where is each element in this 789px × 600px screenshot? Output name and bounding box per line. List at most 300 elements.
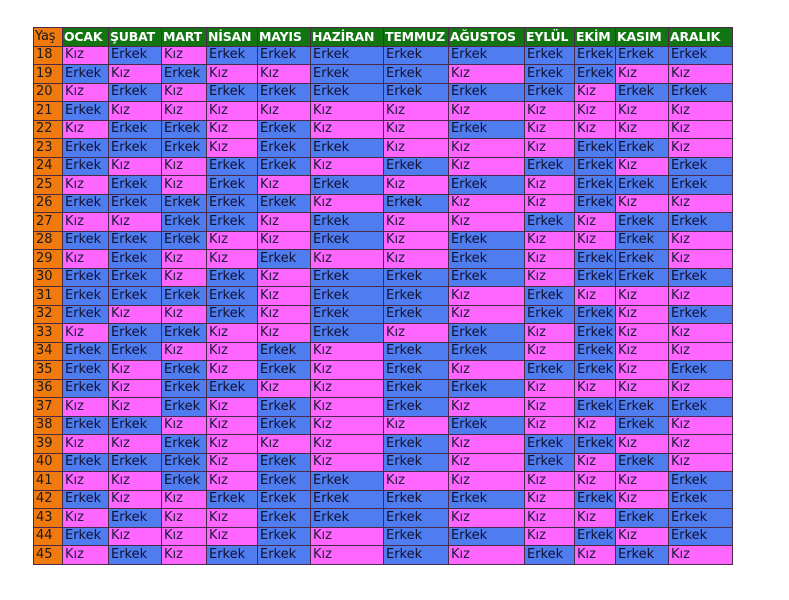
gender-cell: Erkek bbox=[109, 120, 162, 139]
gender-cell: Erkek bbox=[311, 139, 384, 158]
gender-cell: Kız bbox=[162, 546, 207, 565]
gender-cell: Erkek bbox=[311, 509, 384, 528]
gender-cell: Erkek bbox=[207, 268, 258, 287]
gender-cell: Kız bbox=[669, 194, 733, 213]
age-column-header: Yaş bbox=[34, 28, 63, 47]
month-header: MAYIS bbox=[258, 28, 311, 47]
gender-cell: Kız bbox=[449, 139, 525, 158]
gender-cell: Erkek bbox=[575, 176, 616, 195]
gender-cell: Erkek bbox=[384, 268, 449, 287]
table-row bbox=[34, 324, 733, 343]
gender-cell: Kız bbox=[109, 435, 162, 454]
gender-cell: Erkek bbox=[162, 453, 207, 472]
gender-cell: Kız bbox=[616, 324, 669, 343]
gender-cell: Kız bbox=[109, 527, 162, 546]
age-cell: 33 bbox=[34, 324, 63, 343]
gender-cell: Erkek bbox=[207, 194, 258, 213]
month-header: KASIM bbox=[616, 28, 669, 47]
table-row bbox=[34, 157, 733, 176]
gender-cell: Erkek bbox=[384, 490, 449, 509]
gender-cell: Erkek bbox=[669, 213, 733, 232]
gender-cell: Erkek bbox=[384, 509, 449, 528]
gender-cell: Erkek bbox=[207, 379, 258, 398]
gender-cell: Kız bbox=[616, 342, 669, 361]
gender-cell: Kız bbox=[669, 416, 733, 435]
gender-cell: Kız bbox=[207, 231, 258, 250]
gender-cell: Erkek bbox=[109, 287, 162, 306]
gender-cell: Kız bbox=[207, 435, 258, 454]
gender-cell: Erkek bbox=[109, 194, 162, 213]
gender-cell: Erkek bbox=[258, 139, 311, 158]
gender-cell: Erkek bbox=[525, 157, 575, 176]
age-cell: 25 bbox=[34, 176, 63, 195]
gender-cell: Erkek bbox=[449, 46, 525, 65]
gender-cell: Erkek bbox=[575, 527, 616, 546]
gender-cell: Erkek bbox=[616, 546, 669, 565]
gender-cell: Kız bbox=[669, 102, 733, 121]
table-row bbox=[34, 546, 733, 565]
gender-cell: Kız bbox=[258, 213, 311, 232]
gender-cell: Kız bbox=[311, 546, 384, 565]
gender-cell: Kız bbox=[575, 509, 616, 528]
gender-cell: Erkek bbox=[63, 139, 109, 158]
gender-cell: Erkek bbox=[311, 287, 384, 306]
month-header: ŞUBAT bbox=[109, 28, 162, 47]
gender-cell: Erkek bbox=[258, 527, 311, 546]
gender-cell: Kız bbox=[525, 268, 575, 287]
gender-cell: Kız bbox=[311, 453, 384, 472]
gender-cell: Erkek bbox=[162, 194, 207, 213]
age-cell: 43 bbox=[34, 509, 63, 528]
table-row bbox=[34, 194, 733, 213]
gender-cell: Kız bbox=[449, 194, 525, 213]
gender-cell: Erkek bbox=[207, 83, 258, 102]
gender-cell: Erkek bbox=[63, 342, 109, 361]
gender-cell: Erkek bbox=[109, 453, 162, 472]
gender-cell: Erkek bbox=[311, 324, 384, 343]
month-header: MART bbox=[162, 28, 207, 47]
table-row bbox=[34, 490, 733, 509]
gender-cell: Kız bbox=[258, 231, 311, 250]
gender-cell: Kız bbox=[311, 379, 384, 398]
table-row bbox=[34, 120, 733, 139]
gender-cell: Kız bbox=[669, 139, 733, 158]
gender-cell: Erkek bbox=[669, 46, 733, 65]
gender-cell: Erkek bbox=[384, 527, 449, 546]
table-row bbox=[34, 102, 733, 121]
gender-cell: Erkek bbox=[575, 139, 616, 158]
age-cell: 32 bbox=[34, 305, 63, 324]
gender-cell: Erkek bbox=[525, 361, 575, 380]
gender-cell: Erkek bbox=[63, 102, 109, 121]
gender-prediction-table bbox=[33, 27, 733, 565]
gender-cell: Kız bbox=[616, 361, 669, 380]
gender-cell: Erkek bbox=[449, 379, 525, 398]
gender-cell: Kız bbox=[384, 176, 449, 195]
gender-cell: Erkek bbox=[162, 213, 207, 232]
gender-cell: Kız bbox=[63, 213, 109, 232]
gender-cell: Erkek bbox=[669, 157, 733, 176]
gender-cell: Kız bbox=[669, 287, 733, 306]
gender-cell: Erkek bbox=[384, 361, 449, 380]
gender-cell: Kız bbox=[525, 139, 575, 158]
gender-cell: Kız bbox=[616, 102, 669, 121]
gender-cell: Kız bbox=[616, 379, 669, 398]
gender-cell: Erkek bbox=[311, 305, 384, 324]
gender-cell: Kız bbox=[207, 120, 258, 139]
gender-cell: Erkek bbox=[162, 361, 207, 380]
gender-cell: Kız bbox=[525, 509, 575, 528]
gender-cell: Erkek bbox=[63, 231, 109, 250]
gender-cell: Kız bbox=[525, 194, 575, 213]
gender-cell: Erkek bbox=[669, 527, 733, 546]
gender-cell: Erkek bbox=[63, 490, 109, 509]
gender-cell: Erkek bbox=[575, 435, 616, 454]
gender-cell: Erkek bbox=[258, 398, 311, 417]
gender-cell: Erkek bbox=[669, 361, 733, 380]
gender-cell: Kız bbox=[616, 305, 669, 324]
gender-cell: Erkek bbox=[616, 509, 669, 528]
gender-cell: Erkek bbox=[162, 324, 207, 343]
gender-cell: Kız bbox=[162, 268, 207, 287]
gender-cell: Kız bbox=[311, 435, 384, 454]
gender-cell: Erkek bbox=[575, 398, 616, 417]
gender-cell: Erkek bbox=[162, 65, 207, 84]
age-cell: 44 bbox=[34, 527, 63, 546]
gender-cell: Erkek bbox=[575, 268, 616, 287]
gender-cell: Kız bbox=[616, 490, 669, 509]
gender-cell: Erkek bbox=[109, 342, 162, 361]
table-row bbox=[34, 268, 733, 287]
age-cell: 31 bbox=[34, 287, 63, 306]
gender-cell: Erkek bbox=[616, 250, 669, 269]
gender-cell: Erkek bbox=[449, 342, 525, 361]
gender-cell: Kız bbox=[207, 139, 258, 158]
gender-cell: Erkek bbox=[207, 157, 258, 176]
gender-cell: Erkek bbox=[63, 361, 109, 380]
gender-cell: Kız bbox=[525, 527, 575, 546]
gender-cell: Erkek bbox=[384, 46, 449, 65]
gender-cell: Erkek bbox=[575, 490, 616, 509]
gender-cell: Kız bbox=[449, 453, 525, 472]
month-header: OCAK bbox=[63, 28, 109, 47]
gender-cell: Erkek bbox=[616, 83, 669, 102]
gender-cell: Kız bbox=[311, 250, 384, 269]
gender-cell: Erkek bbox=[449, 527, 525, 546]
gender-cell: Kız bbox=[449, 157, 525, 176]
gender-cell: Erkek bbox=[63, 416, 109, 435]
gender-cell: Erkek bbox=[311, 46, 384, 65]
gender-cell: Kız bbox=[616, 287, 669, 306]
gender-cell: Kız bbox=[669, 453, 733, 472]
table-row bbox=[34, 213, 733, 232]
gender-cell: Kız bbox=[575, 287, 616, 306]
gender-cell: Kız bbox=[449, 472, 525, 491]
gender-cell: Kız bbox=[449, 361, 525, 380]
gender-cell: Erkek bbox=[162, 379, 207, 398]
gender-cell: Erkek bbox=[258, 490, 311, 509]
gender-cell: Erkek bbox=[616, 453, 669, 472]
gender-cell: Erkek bbox=[616, 176, 669, 195]
gender-cell: Erkek bbox=[63, 287, 109, 306]
gender-cell: Kız bbox=[384, 416, 449, 435]
gender-cell: Erkek bbox=[207, 176, 258, 195]
gender-cell: Kız bbox=[525, 176, 575, 195]
table-row bbox=[34, 472, 733, 491]
gender-cell: Erkek bbox=[109, 509, 162, 528]
month-header: ARALIK bbox=[669, 28, 733, 47]
table-row bbox=[34, 379, 733, 398]
gender-cell: Erkek bbox=[63, 527, 109, 546]
gender-cell: Kız bbox=[616, 157, 669, 176]
table-row bbox=[34, 453, 733, 472]
gender-cell: Erkek bbox=[63, 268, 109, 287]
gender-cell: Kız bbox=[63, 250, 109, 269]
gender-cell: Kız bbox=[311, 194, 384, 213]
gender-cell: Kız bbox=[384, 472, 449, 491]
gender-cell: Erkek bbox=[258, 472, 311, 491]
gender-cell: Erkek bbox=[669, 268, 733, 287]
gender-cell: Kız bbox=[109, 490, 162, 509]
gender-cell: Erkek bbox=[311, 65, 384, 84]
gender-cell: Kız bbox=[384, 213, 449, 232]
month-header: TEMMUZ bbox=[384, 28, 449, 47]
gender-cell: Kız bbox=[384, 324, 449, 343]
gender-cell: Kız bbox=[616, 120, 669, 139]
table-row bbox=[34, 231, 733, 250]
gender-cell: Erkek bbox=[207, 213, 258, 232]
age-cell: 30 bbox=[34, 268, 63, 287]
table-row bbox=[34, 305, 733, 324]
gender-cell: Kız bbox=[63, 120, 109, 139]
gender-cell: Kız bbox=[669, 435, 733, 454]
gender-cell: Kız bbox=[258, 435, 311, 454]
gender-cell: Kız bbox=[258, 287, 311, 306]
gender-cell: Kız bbox=[207, 250, 258, 269]
gender-cell: Erkek bbox=[63, 157, 109, 176]
age-cell: 45 bbox=[34, 546, 63, 565]
table-row bbox=[34, 65, 733, 84]
table-row bbox=[34, 287, 733, 306]
gender-cell: Kız bbox=[616, 194, 669, 213]
gender-cell: Erkek bbox=[616, 213, 669, 232]
month-header: EYLÜL bbox=[525, 28, 575, 47]
table-row bbox=[34, 435, 733, 454]
age-cell: 42 bbox=[34, 490, 63, 509]
month-header: HAZİRAN bbox=[311, 28, 384, 47]
gender-cell: Kız bbox=[669, 342, 733, 361]
age-cell: 37 bbox=[34, 398, 63, 417]
gender-cell: Erkek bbox=[384, 287, 449, 306]
gender-cell: Kız bbox=[109, 157, 162, 176]
gender-cell: Erkek bbox=[258, 250, 311, 269]
gender-cell: Erkek bbox=[616, 231, 669, 250]
gender-cell: Erkek bbox=[109, 250, 162, 269]
gender-cell: Erkek bbox=[109, 324, 162, 343]
gender-cell: Kız bbox=[162, 490, 207, 509]
table-row bbox=[34, 139, 733, 158]
gender-cell: Kız bbox=[162, 83, 207, 102]
gender-cell: Kız bbox=[449, 305, 525, 324]
gender-cell: Erkek bbox=[449, 416, 525, 435]
gender-cell: Erkek bbox=[525, 46, 575, 65]
table-row bbox=[34, 83, 733, 102]
gender-cell: Kız bbox=[449, 65, 525, 84]
gender-cell: Erkek bbox=[669, 509, 733, 528]
gender-cell: Erkek bbox=[669, 398, 733, 417]
age-cell: 21 bbox=[34, 102, 63, 121]
gender-cell: Erkek bbox=[258, 157, 311, 176]
gender-cell: Kız bbox=[525, 472, 575, 491]
gender-cell: Erkek bbox=[575, 194, 616, 213]
gender-cell: Erkek bbox=[162, 139, 207, 158]
gender-cell: Kız bbox=[109, 472, 162, 491]
gender-cell: Kız bbox=[63, 509, 109, 528]
gender-cell: Kız bbox=[449, 546, 525, 565]
gender-cell: Erkek bbox=[311, 213, 384, 232]
table-row bbox=[34, 46, 733, 65]
gender-cell: Erkek bbox=[449, 83, 525, 102]
age-cell: 36 bbox=[34, 379, 63, 398]
gender-cell: Erkek bbox=[616, 46, 669, 65]
gender-cell: Kız bbox=[109, 305, 162, 324]
gender-cell: Kız bbox=[669, 324, 733, 343]
gender-cell: Kız bbox=[162, 46, 207, 65]
month-header: NİSAN bbox=[207, 28, 258, 47]
age-cell: 20 bbox=[34, 83, 63, 102]
gender-cell: Kız bbox=[207, 324, 258, 343]
age-cell: 26 bbox=[34, 194, 63, 213]
gender-cell: Kız bbox=[449, 287, 525, 306]
gender-cell: Erkek bbox=[162, 435, 207, 454]
gender-cell: Erkek bbox=[258, 509, 311, 528]
gender-cell: Erkek bbox=[311, 268, 384, 287]
gender-cell: Kız bbox=[525, 120, 575, 139]
gender-cell: Kız bbox=[449, 213, 525, 232]
gender-cell: Erkek bbox=[384, 157, 449, 176]
gender-cell: Erkek bbox=[525, 213, 575, 232]
age-cell: 18 bbox=[34, 46, 63, 65]
gender-cell: Kız bbox=[669, 120, 733, 139]
gender-cell: Kız bbox=[162, 176, 207, 195]
gender-cell: Erkek bbox=[384, 65, 449, 84]
gender-cell: Erkek bbox=[162, 120, 207, 139]
gender-cell: Erkek bbox=[258, 546, 311, 565]
gender-cell: Kız bbox=[162, 305, 207, 324]
gender-cell: Kız bbox=[525, 416, 575, 435]
gender-cell: Kız bbox=[311, 416, 384, 435]
gender-cell: Kız bbox=[575, 453, 616, 472]
gender-cell: Kız bbox=[311, 361, 384, 380]
table-row bbox=[34, 416, 733, 435]
gender-cell: Erkek bbox=[575, 250, 616, 269]
gender-cell: Erkek bbox=[162, 231, 207, 250]
gender-cell: Erkek bbox=[109, 139, 162, 158]
gender-cell: Kız bbox=[525, 102, 575, 121]
gender-cell: Erkek bbox=[63, 379, 109, 398]
table-row bbox=[34, 509, 733, 528]
gender-cell: Erkek bbox=[384, 453, 449, 472]
gender-cell: Erkek bbox=[575, 324, 616, 343]
gender-cell: Erkek bbox=[311, 176, 384, 195]
gender-cell: Kız bbox=[384, 250, 449, 269]
age-cell: 34 bbox=[34, 342, 63, 361]
gender-cell: Erkek bbox=[258, 83, 311, 102]
gender-cell: Kız bbox=[63, 324, 109, 343]
gender-cell: Kız bbox=[109, 398, 162, 417]
gender-cell: Erkek bbox=[669, 490, 733, 509]
gender-cell: Kız bbox=[449, 398, 525, 417]
gender-cell: Kız bbox=[207, 472, 258, 491]
gender-cell: Kız bbox=[575, 472, 616, 491]
gender-cell: Erkek bbox=[63, 453, 109, 472]
gender-cell: Erkek bbox=[258, 46, 311, 65]
table-row bbox=[34, 342, 733, 361]
gender-cell: Erkek bbox=[207, 490, 258, 509]
gender-cell: Kız bbox=[525, 324, 575, 343]
gender-cell: Erkek bbox=[109, 231, 162, 250]
gender-cell: Erkek bbox=[449, 268, 525, 287]
gender-cell: Kız bbox=[109, 361, 162, 380]
gender-cell: Erkek bbox=[525, 65, 575, 84]
gender-cell: Erkek bbox=[384, 398, 449, 417]
gender-cell: Kız bbox=[207, 416, 258, 435]
gender-cell: Erkek bbox=[109, 546, 162, 565]
gender-cell: Erkek bbox=[311, 231, 384, 250]
gender-cell: Erkek bbox=[449, 324, 525, 343]
gender-cell: Kız bbox=[575, 120, 616, 139]
gender-cell: Erkek bbox=[575, 157, 616, 176]
age-cell: 40 bbox=[34, 453, 63, 472]
gender-cell: Kız bbox=[162, 416, 207, 435]
gender-cell: Kız bbox=[669, 546, 733, 565]
gender-cell: Kız bbox=[525, 490, 575, 509]
gender-cell: Erkek bbox=[162, 472, 207, 491]
gender-cell: Erkek bbox=[575, 46, 616, 65]
gender-cell: Kız bbox=[669, 231, 733, 250]
gender-cell: Erkek bbox=[525, 546, 575, 565]
gender-cell: Kız bbox=[575, 379, 616, 398]
gender-cell: Erkek bbox=[258, 453, 311, 472]
gender-cell: Kız bbox=[669, 379, 733, 398]
age-cell: 29 bbox=[34, 250, 63, 269]
gender-cell: Kız bbox=[449, 102, 525, 121]
gender-cell: Kız bbox=[109, 102, 162, 121]
gender-cell: Kız bbox=[311, 157, 384, 176]
gender-cell: Kız bbox=[109, 379, 162, 398]
gender-cell: Kız bbox=[575, 213, 616, 232]
gender-cell: Kız bbox=[109, 213, 162, 232]
table-row bbox=[34, 250, 733, 269]
age-cell: 23 bbox=[34, 139, 63, 158]
gender-cell: Erkek bbox=[384, 342, 449, 361]
gender-cell: Erkek bbox=[669, 176, 733, 195]
gender-cell: Kız bbox=[384, 120, 449, 139]
gender-cell: Erkek bbox=[384, 435, 449, 454]
gender-cell: Kız bbox=[525, 231, 575, 250]
gender-cell: Erkek bbox=[449, 231, 525, 250]
age-cell: 28 bbox=[34, 231, 63, 250]
gender-cell: Erkek bbox=[616, 398, 669, 417]
gender-cell: Kız bbox=[575, 546, 616, 565]
gender-cell: Kız bbox=[616, 527, 669, 546]
gender-cell: Kız bbox=[258, 268, 311, 287]
gender-cell: Erkek bbox=[207, 546, 258, 565]
gender-cell: Kız bbox=[207, 527, 258, 546]
gender-cell: Kız bbox=[63, 83, 109, 102]
gender-cell: Kız bbox=[207, 509, 258, 528]
gender-cell: Kız bbox=[258, 65, 311, 84]
